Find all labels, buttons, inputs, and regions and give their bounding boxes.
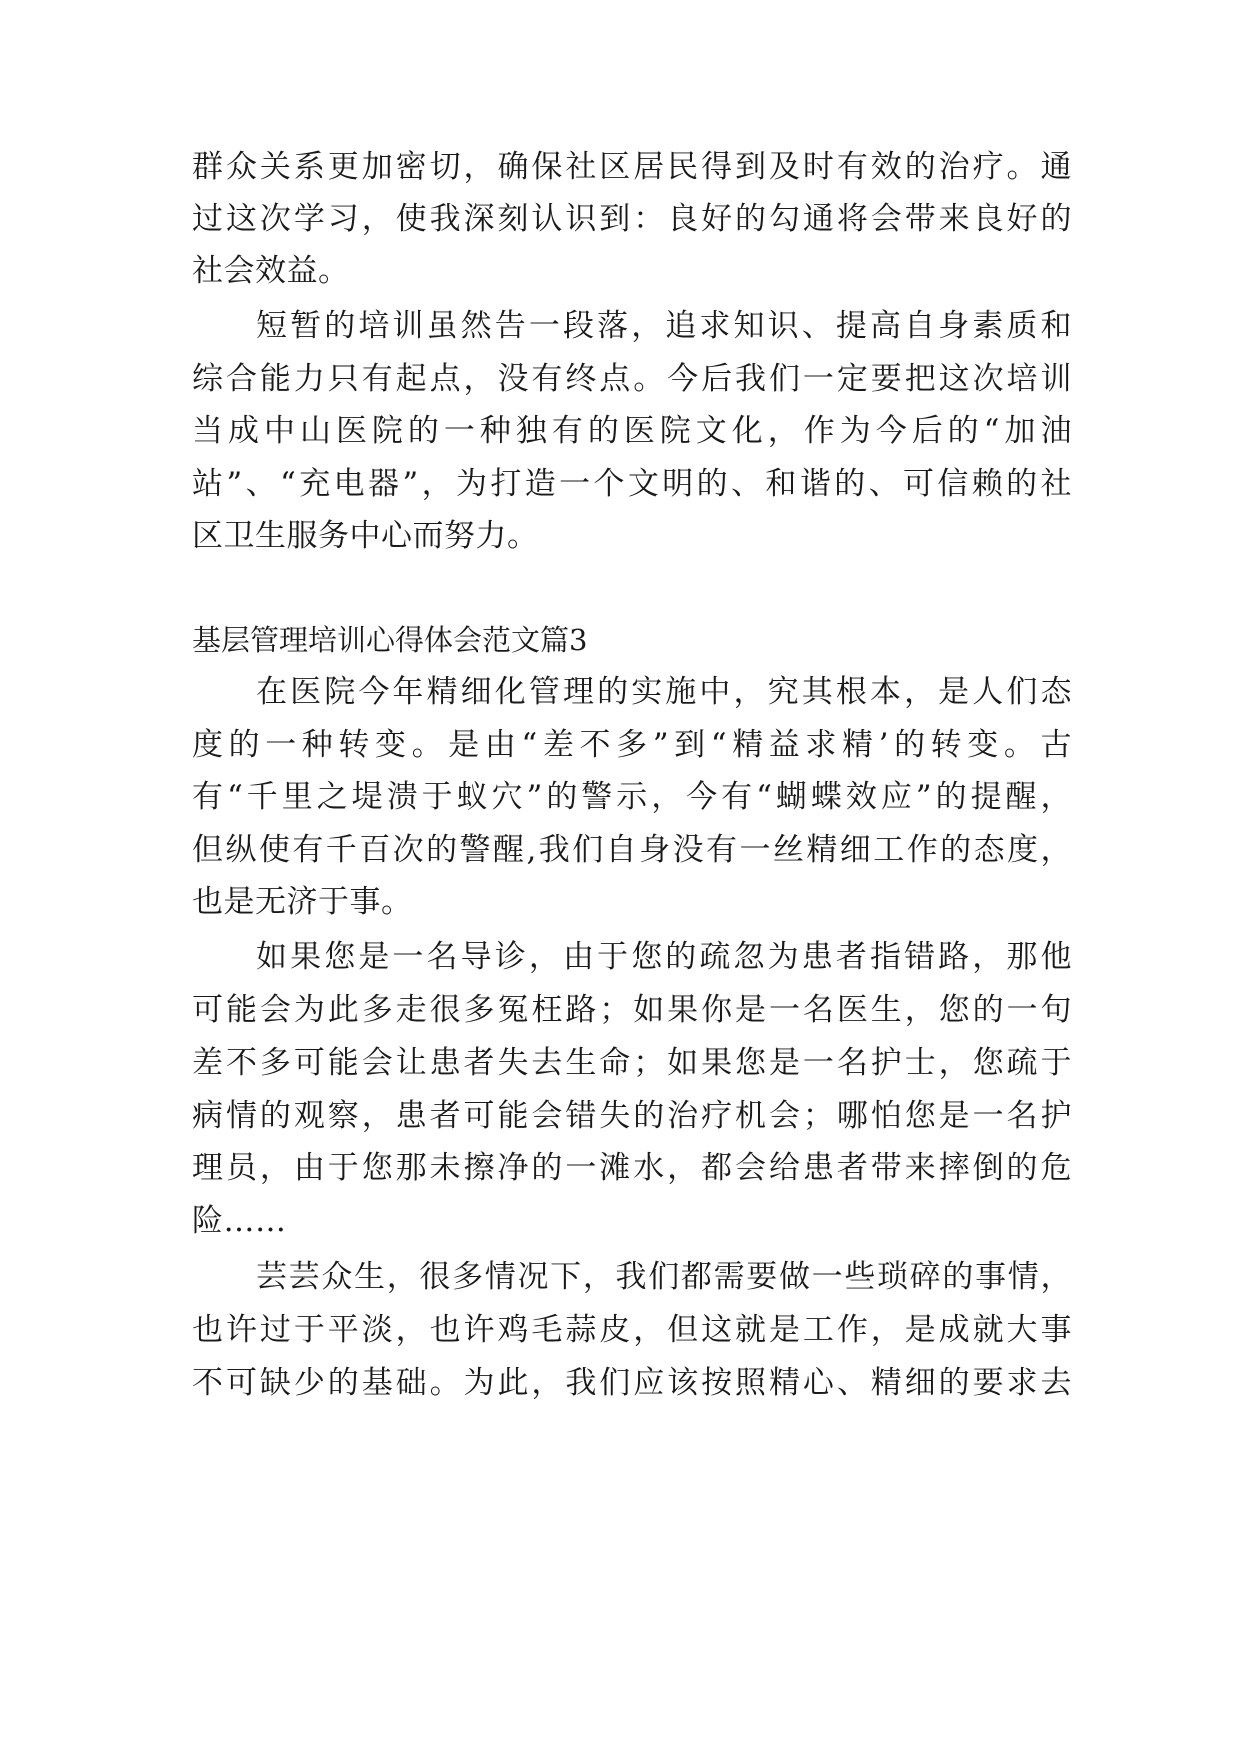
paragraph-2-line-5: 区卫生服务中心而努力。	[192, 518, 539, 554]
paragraph-2-line-1: 短暂的培训虽然告一段落，追求知识、提高自身素质和	[256, 308, 1072, 344]
paragraph-3-line-4: 但纵使有千百次的警醒,我们自身没有一丝精细工作的态度，	[192, 832, 1072, 868]
paragraph-4-line-5: 理员，由于您那未擦净的一滩水，都会给患者带来摔倒的危	[192, 1150, 1072, 1186]
paragraph-1-line-3: 社会效益。	[192, 253, 350, 289]
paragraph-2-line-2: 综合能力只有起点，没有终点。今后我们一定要把这次培训	[192, 361, 1072, 397]
paragraph-4-line-2: 可能会为此多走很多冤枉路；如果你是一名医生，您的一句	[192, 992, 1072, 1028]
paragraph-5-line-2: 也许过于平淡，也许鸡毛蒜皮，但这就是工作，是成就大事	[192, 1312, 1072, 1348]
section-heading: 基层管理培训心得体会范文篇3	[192, 623, 588, 657]
paragraph-3-line-5: 也是无济于事。	[192, 884, 413, 920]
paragraph-3-line-3: 有“千里之堤溃于蚁穴”的警示，今有“蝴蝶效应”的提醒，	[192, 779, 1072, 815]
paragraph-1-line-1: 群众关系更加密切，确保社区居民得到及时有效的治疗。通	[192, 149, 1072, 185]
paragraph-5-line-1: 芸芸众生，很多情况下，我们都需要做一些琐碎的事情，	[256, 1259, 1072, 1295]
paragraph-4-line-1: 如果您是一名导诊，由于您的疏忽为患者指错路，那他	[256, 939, 1072, 975]
paragraph-3-line-1: 在医院今年精细化管理的实施中，究其根本，是人们态	[256, 674, 1072, 710]
paragraph-2-line-4: 站”、“充电器”，为打造一个文明的、和谐的、可信赖的社	[192, 466, 1072, 502]
paragraph-3-line-2: 度的一种转变。是由“差不多”到“精益求精’的转变。古	[192, 727, 1072, 763]
paragraph-4-line-3: 差不多可能会让患者失去生命；如果您是一名护士，您疏于	[192, 1045, 1072, 1081]
paragraph-4-line-6: 险……	[192, 1203, 287, 1239]
paragraph-5-line-3: 不可缺少的基础。为此，我们应该按照精心、精细的要求去	[192, 1365, 1072, 1401]
paragraph-4-line-4: 病情的观察，患者可能会错失的治疗机会；哪怕您是一名护	[192, 1098, 1072, 1134]
paragraph-1-line-2: 过这次学习，使我深刻认识到：良好的勾通将会带来良好的	[192, 201, 1072, 237]
paragraph-2-line-3: 当成中山医院的一种独有的医院文化，作为今后的“加油	[192, 413, 1072, 449]
